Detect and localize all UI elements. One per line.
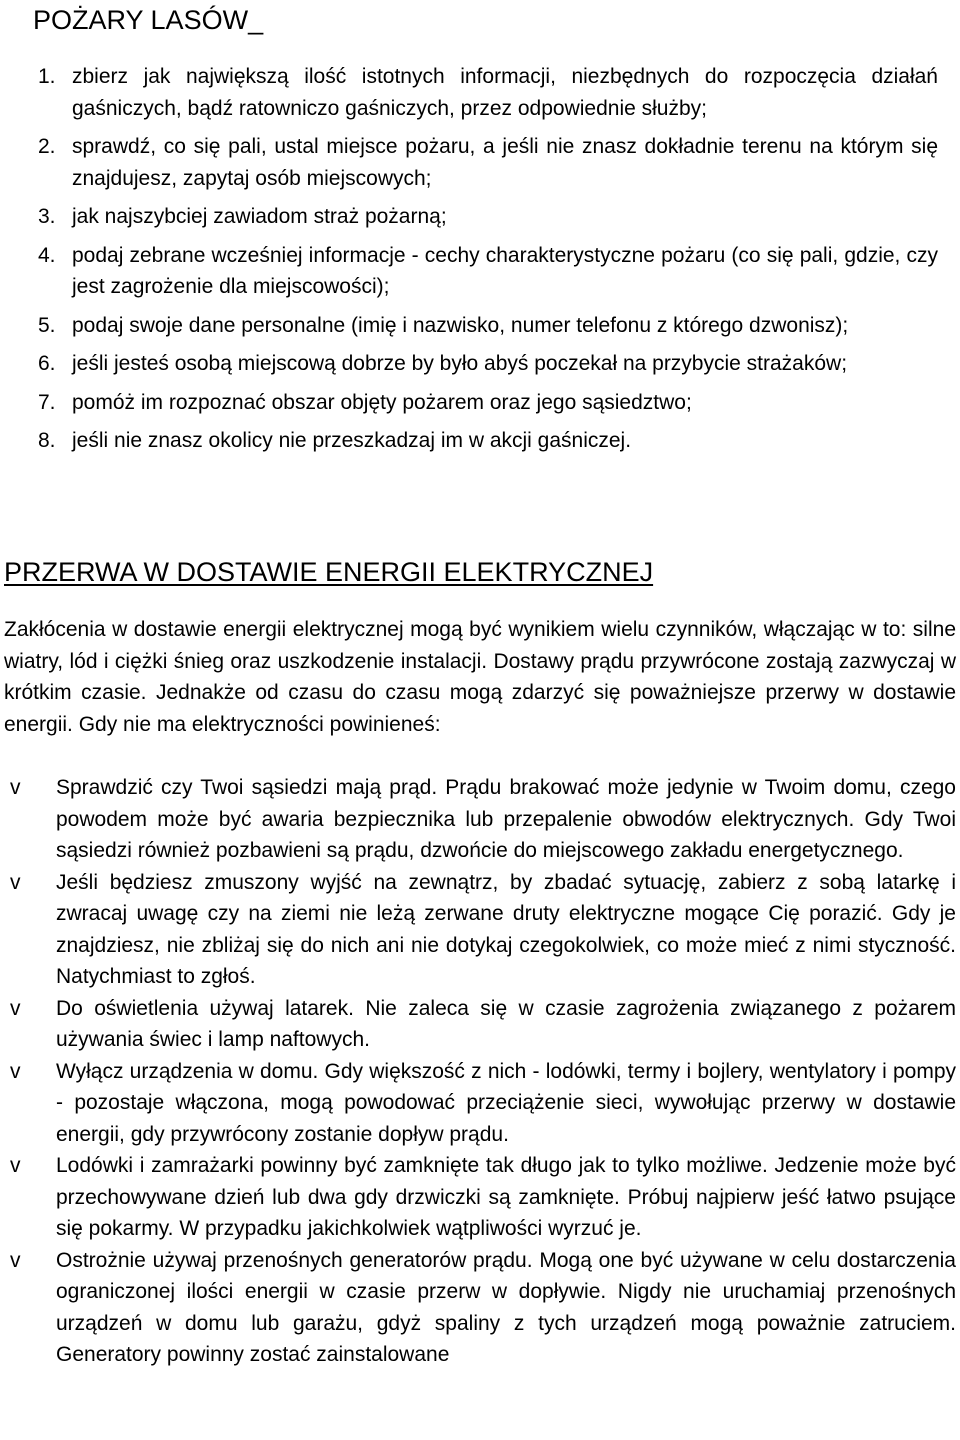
list-item-text: pomóż im rozpoznać obszar objęty pożarem oraz jego sąsiedztwo;	[72, 390, 692, 414]
bullet-v: v	[10, 870, 21, 894]
list-item-number: 3.	[38, 205, 56, 228]
list-item-text: jeśli jesteś osobą miejscową dobrze by było abyś poczekał na przybycie strażaków;	[72, 352, 848, 375]
bullet-v: v	[10, 776, 21, 799]
list-item-text: Wyłącz urządzenia w domu. Gdy większość z nich - lodówki, termy i bojlery, wentylatory i pompy - pozostaje włączona, mogą powodować przeciążenie sieci, wywołując przerwy w dostawie energii, gdy przywrócony zostanie dopływ prądu.	[56, 1059, 956, 1146]
list-item-number: 8.	[38, 429, 56, 452]
list-item-text: podaj swoje dane personalne (imię i nazwisko, numer telefonu z którego dzwonisz);	[72, 313, 849, 337]
list-item	[38, 425, 938, 457]
list-item	[38, 61, 938, 124]
list-item-number: 7.	[38, 390, 56, 414]
power-outage-advice-list	[4, 772, 956, 1371]
list-item-number: 6.	[38, 352, 56, 375]
list-item	[38, 240, 938, 303]
list-item	[4, 1245, 956, 1371]
list-item-text: Ostrożnie używaj przenośnych generatorów prądu. Mogą one być używane w celu dostarczenia ograniczonej ilości energii w czasie przerw w dopływie. Nigdy nie uruchamiaj przenośnych urządzeń w domu lub garażu, gdyż spaliny z tych urządzeń mogą poważnie zatruciem. Generatory powinny zostać zainstalowane	[56, 1248, 956, 1366]
list-item	[4, 772, 956, 867]
list-item-text: Sprawdzić czy Twoi sąsiedzi mają prąd. Prądu brakować może jedynie w Twoim domu, czego powodem może być awaria bezpiecznika lub przepalenie obwodów elektrycznych. Gdy Twoi sąsiedzi również pozbawieni są prądu, dzwońcie do miejscowego zakładu energetycznego.	[56, 776, 956, 862]
section-title-power-outage: PRZERWA W DOSTAWIE ENERGII ELEKTRYCZNEJ	[4, 557, 654, 587]
list-item	[4, 1150, 956, 1245]
list-item	[4, 867, 956, 993]
list-item-number: 2.	[38, 135, 56, 158]
list-item-text: Lodówki i zamrażarki powinny być zamknięte tak długo jak to tylko możliwe. Jedzenie może być przechowywane dzień lub dwa gdy drzwiczki są zamknięte. Próbuj najpierw jeść łatwo psujące się pokarmy. W przypadku jakichkolwiek wątpliwości wyrzuć je.	[56, 1154, 956, 1240]
bullet-v: v	[10, 996, 21, 1020]
list-item-number: 5.	[38, 313, 56, 337]
list-item	[38, 201, 938, 233]
list-item-text: jeśli nie znasz okolicy nie przeszkadzaj im w akcji gaśniczej.	[72, 429, 632, 452]
list-item	[4, 1056, 956, 1151]
list-item	[38, 310, 938, 342]
list-item	[38, 387, 938, 419]
bullet-v: v	[10, 1059, 21, 1083]
section-title-forest-fires: POŻARY LASÓW_	[33, 5, 264, 35]
list-item-text: podaj zebrane wcześniej informacje - cechy charakterystyczne pożaru (co się pali, gdzie, czy jest zagrożenie dla miejscowości);	[72, 243, 938, 298]
list-item-text: jak najszybciej zawiadom straż pożarną;	[72, 205, 447, 228]
list-item-text: Do oświetlenia używaj latarek. Nie zaleca się w czasie zagrożenia związanego z pożarem używania świec i lamp naftowych.	[56, 996, 956, 1051]
forest-fire-steps-list	[38, 61, 938, 464]
list-item-text: Jeśli będziesz zmuszony wyjść na zewnątrz, by zbadać sytuację, zabierz z sobą latarkę i zwracaj uwagę czy na ziemi nie leżą zerwane druty elektryczne mogące Cię porazić. Gdy je znajdziesz, nie zbliżaj się do nich ani nie dotykaj czegokolwiek, co może mieć z nimi styczność. Natychmiast to zgłoś.	[56, 870, 956, 988]
list-item	[38, 131, 938, 194]
list-item-number: 1.	[38, 65, 56, 88]
bullet-v: v	[10, 1248, 21, 1272]
list-item-text: zbierz jak największą ilość istotnych informacji, niezbędnych do rozpoczęcia działań gaśniczych, bądź ratowniczo gaśniczych, przez odpowiednie służby;	[72, 65, 938, 120]
bullet-v: v	[10, 1154, 21, 1177]
power-outage-intro: Zakłócenia w dostawie energii elektrycznej mogą być wynikiem wielu czynników, włączając w to: silne wiatry, lód i ciężki śnieg oraz uszkodzenie instalacji. Dostawy prądu przywrócone zostają zazwyczaj w krótkim czasie. Jednakże od czasu do czasu mogą zdarzyć się poważniejsze przerwy w dostawie energii. Gdy nie ma elektryczności powinieneś:	[4, 618, 956, 736]
list-item	[38, 348, 938, 380]
list-item-text: sprawdź, co się pali, ustal miejsce pożaru, a jeśli nie znasz dokładnie terenu na którym się znajdujesz, zapytaj osób miejscowych;	[72, 135, 938, 190]
list-item	[4, 993, 956, 1056]
list-item-number: 4.	[38, 243, 56, 267]
